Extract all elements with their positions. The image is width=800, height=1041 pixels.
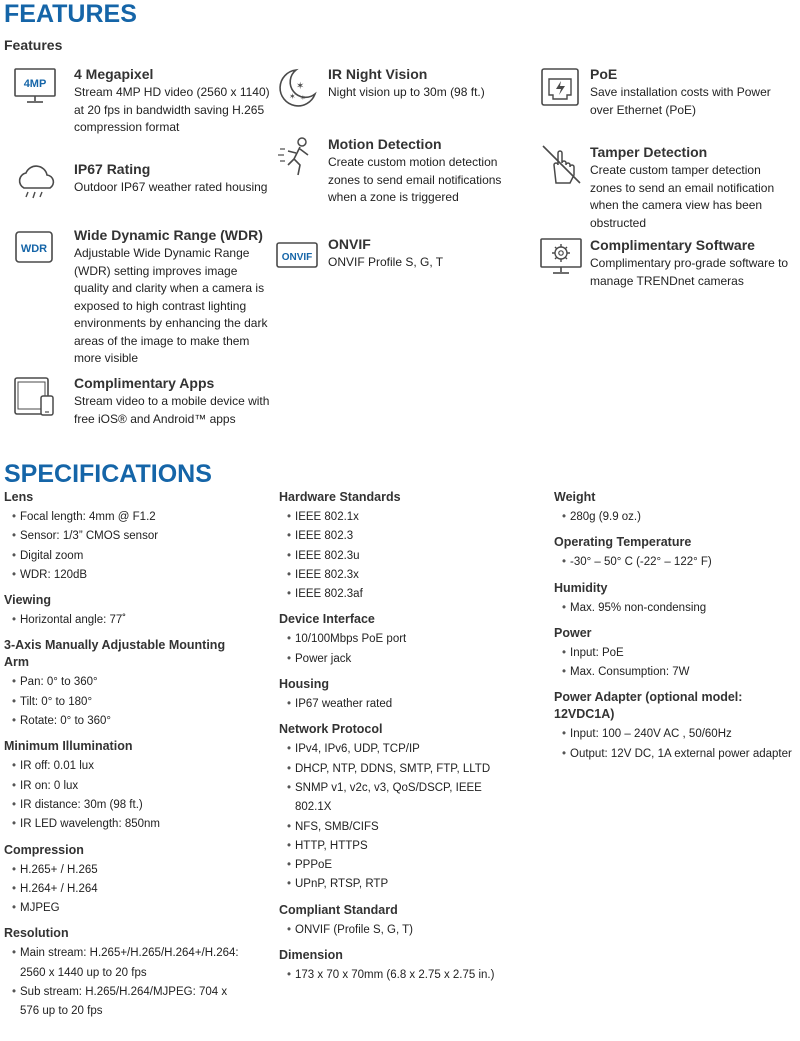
spec-item: • Input: 100 – 240V AC , 50/60Hz <box>562 725 794 744</box>
spec-item: • IEEE 802.3u <box>287 547 519 566</box>
svg-text:✶: ✶ <box>300 95 306 102</box>
spec-list <box>279 630 519 669</box>
spec-item: • Max. 95% non-condensing <box>562 599 794 618</box>
feature-title: Complimentary Software <box>590 237 755 253</box>
wdr-icon <box>14 226 60 272</box>
spec-heading: Lens <box>4 490 34 504</box>
spec-item: • Horizontal angle: 77˚ <box>12 611 244 630</box>
spec-heading: Housing <box>279 677 329 692</box>
spec-item: • IR on: 0 lux <box>12 777 244 796</box>
4mp-icon-text: 4MP <box>23 78 47 90</box>
spec-group <box>4 925 244 1021</box>
spec-item: • Sub stream: H.265/H.264/MJPEG: 704 x 576 up to 20 fps <box>12 983 244 1022</box>
spec-item: • 173 x 70 x 70mm (6.8 x 2.75 x 2.75 in.) <box>287 966 519 985</box>
spec-item: • MJPEG <box>12 899 244 918</box>
spec-item: • Pan: 0° to 360° <box>12 673 244 692</box>
feature-desc: Outdoor IP67 weather rated housing <box>74 180 268 194</box>
spec-group <box>4 637 244 731</box>
feature-desc: Complimentary pro-grade software to manage TRENDnet cameras <box>590 256 789 288</box>
spec-heading: Humidity <box>554 580 608 595</box>
feature-title: Wide Dynamic Range (WDR) <box>74 227 263 243</box>
spec-heading: Resolution <box>4 926 69 941</box>
spec-group <box>279 902 519 940</box>
feature-desc: Create custom motion detection zones to send email notifications when a zone is triggered <box>328 155 502 204</box>
spec-item: • Tilt: 0° to 180° <box>12 693 244 712</box>
spec-item: • IEEE 802.3x <box>287 566 519 585</box>
spec-item: • Sensor: 1/3” CMOS sensor <box>12 527 244 546</box>
spec-list <box>4 944 244 1021</box>
feature-title: 4 Megapixel <box>74 66 154 82</box>
spec-item: • DHCP, NTP, DDNS, SMTP, FTP, LLTD <box>287 760 519 779</box>
spec-group <box>279 676 519 714</box>
spec-group <box>279 947 519 985</box>
spec-item: • -30° – 50° C (-22° – 122° F) <box>562 553 794 572</box>
feature-title: Motion Detection <box>328 136 442 152</box>
feature-title: PoE <box>590 66 618 82</box>
svg-text:✶: ✶ <box>296 81 305 92</box>
spec-item: • IR off: 0.01 lux <box>12 757 244 776</box>
onvif-icon-text: ONVIF <box>281 252 313 263</box>
feature-title: Tamper Detection <box>590 144 708 160</box>
spec-list <box>4 673 244 731</box>
spec-list <box>4 861 244 919</box>
spec-heading: Device Interface <box>279 612 375 627</box>
spec-list <box>554 508 794 527</box>
spec-list <box>279 508 519 604</box>
spec-heading: Weight <box>554 490 596 504</box>
feature-desc: ONVIF Profile S, G, T <box>328 255 444 269</box>
spec-group <box>279 489 519 604</box>
spec-list <box>4 508 244 585</box>
spec-list <box>554 553 794 572</box>
spec-group <box>554 534 794 572</box>
spec-item: • Focal length: 4mm @ F1.2 <box>12 508 244 527</box>
features-heading: FEATURES <box>4 0 137 28</box>
spec-list <box>279 966 519 985</box>
spec-heading: Minimum Illumination <box>4 739 133 754</box>
feature-title: IR Night Vision <box>328 66 428 82</box>
spec-list <box>279 740 519 894</box>
spec-heading: Compliant Standard <box>279 902 398 917</box>
features-subheading: Features <box>4 37 63 53</box>
spec-list <box>554 599 794 618</box>
spec-heading: Compression <box>4 842 84 857</box>
feature-desc: Stream 4MP HD video (2560 x 1140) at 20 fps in bandwidth saving H.265 compression format <box>74 85 270 134</box>
spec-group <box>4 489 244 585</box>
tablet-phone-icon <box>14 374 60 420</box>
running-figure-icon <box>276 135 322 181</box>
spec-heading: Dimension <box>279 948 343 963</box>
spec-list <box>554 644 794 683</box>
spec-item: • 280g (9.9 oz.) <box>562 508 794 527</box>
spec-item: • NFS, SMB/CIFS <box>287 818 519 837</box>
spec-item: • H.264+ / H.264 <box>12 880 244 899</box>
spec-group <box>4 738 244 834</box>
spec-heading: Viewing <box>4 593 52 608</box>
spec-item: • IEEE 802.3 <box>287 527 519 546</box>
spec-list <box>554 725 794 764</box>
spec-group <box>554 489 794 527</box>
feature-title: ONVIF <box>328 236 371 252</box>
spec-heading: 3-Axis Manually Adjustable Mounting Arm <box>4 638 226 670</box>
spec-column-3 <box>554 489 794 771</box>
feature-desc: Stream video to a mobile device with free iOS® and Android™ apps <box>74 394 270 426</box>
spec-item: • IR distance: 30m (98 ft.) <box>12 796 244 815</box>
spec-column-2 <box>279 489 519 992</box>
spec-group <box>554 689 794 764</box>
onvif-icon <box>276 235 322 281</box>
wdr-icon-text: WDR <box>20 243 48 255</box>
feature-desc: Night vision up to 30m (98 ft.) <box>328 85 485 99</box>
spec-group <box>4 592 244 630</box>
spec-group <box>279 721 519 894</box>
spec-item: • WDR: 120dB <box>12 566 244 585</box>
spec-group <box>554 580 794 618</box>
spec-heading: Network Protocol <box>279 722 383 737</box>
spec-list <box>279 695 519 714</box>
specifications-heading: SPECIFICATIONS <box>4 460 212 488</box>
4mp-monitor-icon <box>14 65 60 111</box>
feature-title: IP67 Rating <box>74 161 151 177</box>
spec-heading: Operating Temperature <box>554 535 692 550</box>
spec-item: • H.265+ / H.265 <box>12 861 244 880</box>
spec-list <box>279 921 519 940</box>
spec-item: • IR LED wavelength: 850nm <box>12 815 244 834</box>
spec-heading: Power <box>554 625 592 640</box>
spec-item: • ONVIF (Profile S, G, T) <box>287 921 519 940</box>
moon-stars-icon <box>276 65 322 111</box>
spec-item: • PPPoE <box>287 856 519 875</box>
feature-desc: Adjustable Wide Dynamic Range (WDR) setting improves image quality and clarity when a camera is exposed to high contrast lighting environments by enhancing the dark areas of the image to make them more visible <box>74 246 268 365</box>
feature-title: Complimentary Apps <box>74 375 215 391</box>
spec-item: • Rotate: 0° to 360° <box>12 712 244 731</box>
spec-heading: Hardware Standards <box>279 490 401 504</box>
ethernet-port-icon <box>540 65 586 111</box>
spec-column-1 <box>4 489 244 1029</box>
cloud-rain-icon <box>14 160 60 206</box>
feature-desc: Create custom tamper detection zones to send an email notification when the camera view has been obstructed <box>590 163 775 230</box>
spec-item: • Max. Consumption: 7W <box>562 663 794 682</box>
spec-heading: Power Adapter (optional model: 12VDC1A) <box>554 690 743 722</box>
spec-item: • IEEE 802.3af <box>287 585 519 604</box>
spec-item: • Main stream: H.265+/H.265/H.264+/H.264: 2560 x 1440 up to 20 fps <box>12 944 244 983</box>
svg-text:✶: ✶ <box>289 92 296 101</box>
spec-item: • IP67 weather rated <box>287 695 519 714</box>
spec-item: • 10/100Mbps PoE port <box>287 630 519 649</box>
feature-desc: Save installation costs with Power over Ethernet (PoE) <box>590 85 771 117</box>
spec-item: • Power jack <box>287 650 519 669</box>
spec-item: • SNMP v1, v2c, v3, QoS/DSCP, IEEE 802.1X <box>287 779 519 818</box>
spec-group <box>4 842 244 919</box>
spec-item: • Digital zoom <box>12 547 244 566</box>
tamper-hand-icon <box>540 143 586 189</box>
spec-item: • Output: 12V DC, 1A external power adapter <box>562 745 794 764</box>
spec-item: • IPv4, IPv6, UDP, TCP/IP <box>287 740 519 759</box>
spec-item: • IEEE 802.1x <box>287 508 519 527</box>
spec-list <box>4 611 244 630</box>
monitor-gear-icon <box>540 236 586 282</box>
spec-group <box>554 625 794 683</box>
spec-list <box>4 757 244 834</box>
spec-item: • Input: PoE <box>562 644 794 663</box>
spec-group <box>279 611 519 669</box>
spec-item: • UPnP, RTSP, RTP <box>287 875 519 894</box>
spec-item: • HTTP, HTTPS <box>287 837 519 856</box>
